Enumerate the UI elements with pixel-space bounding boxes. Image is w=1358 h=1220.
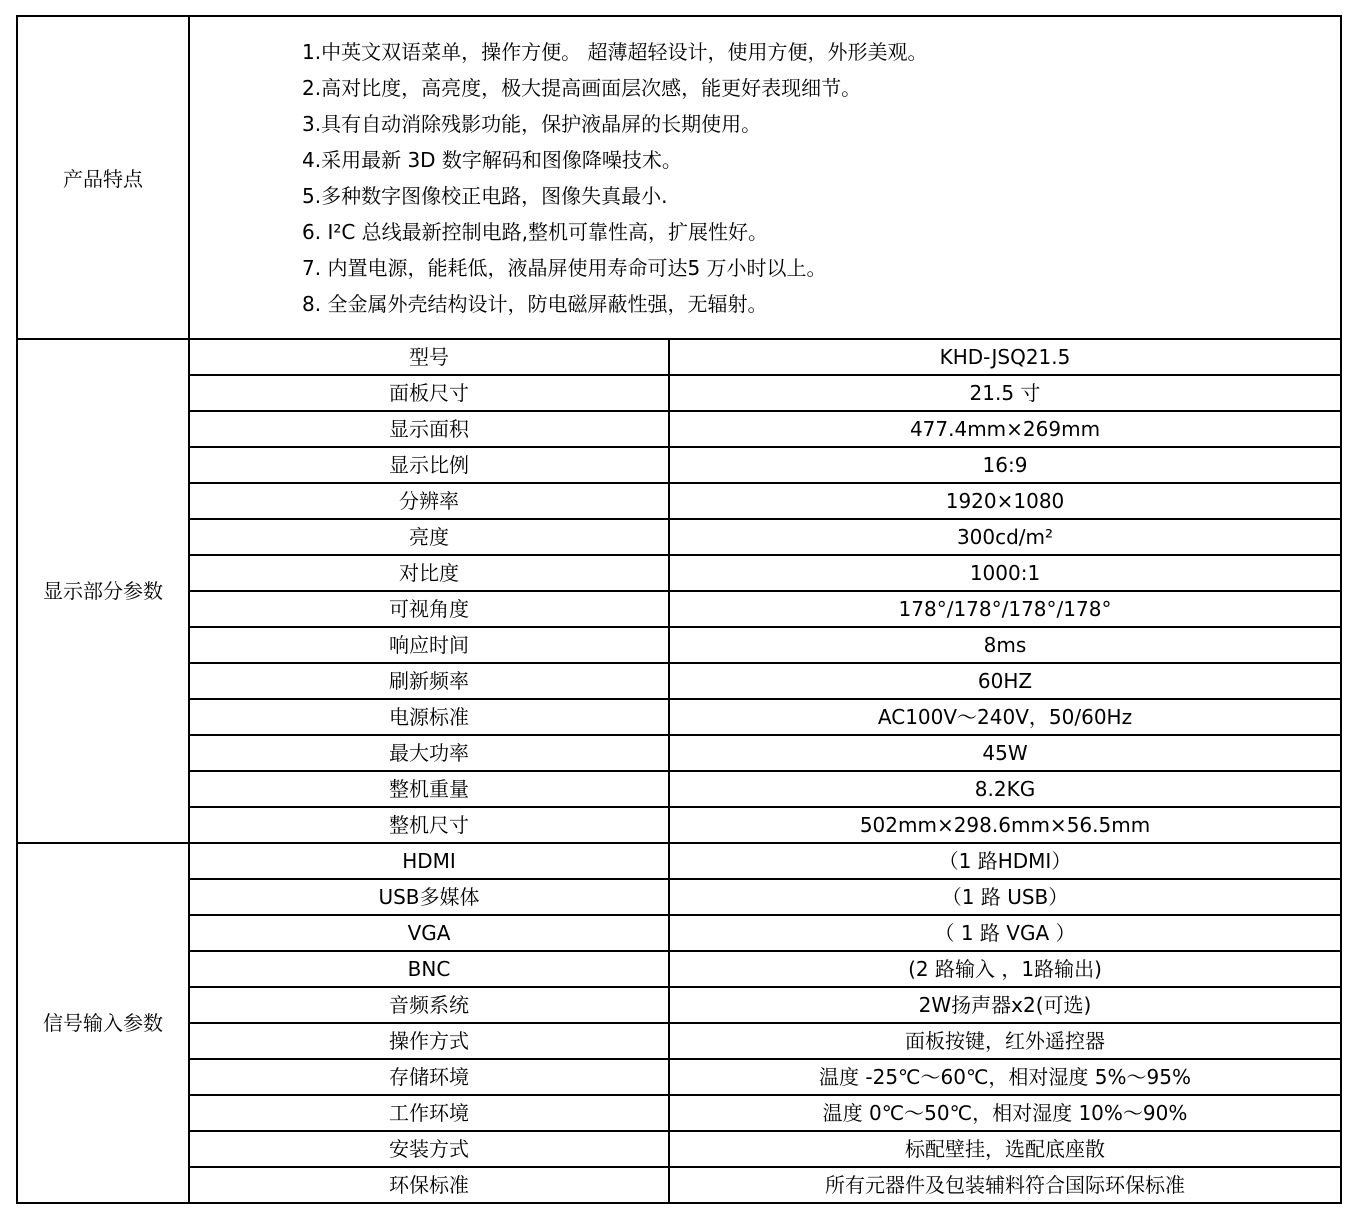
param-value: 45W — [669, 735, 1341, 771]
param-label: 最大功率 — [189, 735, 669, 771]
table-row — [17, 555, 1341, 591]
param-label: 面板尺寸 — [189, 375, 669, 411]
features-row — [17, 16, 1341, 339]
table-row — [17, 1059, 1341, 1095]
table-row — [17, 771, 1341, 807]
table-row — [17, 627, 1341, 663]
param-value: 温度 -25℃～60℃，相对湿度 5%～95% — [669, 1059, 1341, 1095]
param-label: 环保标准 — [189, 1167, 669, 1203]
table-row — [17, 735, 1341, 771]
table-row — [17, 1095, 1341, 1131]
table-row — [17, 699, 1341, 735]
param-label: 显示比例 — [189, 447, 669, 483]
param-value: 477.4mm×269mm — [669, 411, 1341, 447]
param-value: (2 路输入 ，1路输出) — [669, 951, 1341, 987]
table-row — [17, 915, 1341, 951]
table-row — [17, 375, 1341, 411]
param-value: AC100V～240V，50/60Hz — [669, 699, 1341, 735]
param-value: （1 路 USB） — [669, 879, 1341, 915]
table-row — [17, 879, 1341, 915]
param-label: HDMI — [189, 843, 669, 879]
param-value: （ 1 路 VGA ） — [669, 915, 1341, 951]
param-label: 分辨率 — [189, 483, 669, 519]
param-label: 存储环境 — [189, 1059, 669, 1095]
feature-line: 8. 全金属外壳结构设计，防电磁屏蔽性强，无辐射。 — [302, 291, 768, 316]
param-label: USB多媒体 — [189, 879, 669, 915]
table-row — [17, 951, 1341, 987]
table-row — [17, 591, 1341, 627]
table-row — [17, 987, 1341, 1023]
param-label: 对比度 — [189, 555, 669, 591]
feature-line: 3.具有自动消除残影功能，保护液晶屏的长期使用。 — [302, 111, 762, 136]
param-value: 1000:1 — [669, 555, 1341, 591]
table-row — [17, 1167, 1341, 1203]
param-label: 刷新频率 — [189, 663, 669, 699]
feature-line: 2.高对比度，高亮度，极大提高画面层次感，能更好表现细节。 — [302, 75, 862, 100]
param-value: 300cd/m² — [669, 519, 1341, 555]
table-row — [17, 1131, 1341, 1167]
param-value: 标配壁挂，选配底座散 — [669, 1131, 1341, 1167]
param-label: 电源标准 — [189, 699, 669, 735]
feature-line: 5.多种数字图像校正电路，图像失真最小. — [302, 183, 668, 208]
param-value: KHD-JSQ21.5 — [669, 339, 1341, 375]
table-row — [17, 807, 1341, 843]
param-value: 面板按键，红外遥控器 — [669, 1023, 1341, 1059]
table-row — [17, 519, 1341, 555]
param-label: 安装方式 — [189, 1131, 669, 1167]
param-label: 工作环境 — [189, 1095, 669, 1131]
param-value: 16:9 — [669, 447, 1341, 483]
param-label: 显示面积 — [189, 411, 669, 447]
features-list — [189, 16, 1341, 339]
signal-section-title: 信号输入参数 — [17, 843, 189, 1203]
param-value: 1920×1080 — [669, 483, 1341, 519]
param-label: 操作方式 — [189, 1023, 669, 1059]
param-label: BNC — [189, 951, 669, 987]
display-section-title: 显示部分参数 — [17, 339, 189, 843]
param-value: 60HZ — [669, 663, 1341, 699]
param-value: 21.5 寸 — [669, 375, 1341, 411]
features-title: 产品特点 — [17, 16, 189, 339]
spec-table — [16, 15, 1342, 1204]
param-value: 温度 0℃～50℃，相对湿度 10%～90% — [669, 1095, 1341, 1131]
table-row — [17, 447, 1341, 483]
table-row — [17, 483, 1341, 519]
param-value: 178°/178°/178°/178° — [669, 591, 1341, 627]
param-label: 响应时间 — [189, 627, 669, 663]
param-value: 502mm×298.6mm×56.5mm — [669, 807, 1341, 843]
param-label: 整机重量 — [189, 771, 669, 807]
feature-line: 1.中英文双语菜单，操作方便。 超薄超轻设计，使用方便，外形美观。 — [302, 39, 928, 64]
feature-line: 7. 内置电源，能耗低，液晶屏使用寿命可达5 万小时以上。 — [302, 255, 827, 280]
feature-line: 6. I²C 总线最新控制电路,整机可靠性高，扩展性好。 — [302, 219, 769, 244]
param-label: VGA — [189, 915, 669, 951]
param-label: 音频系统 — [189, 987, 669, 1023]
table-row — [17, 339, 1341, 375]
feature-line: 4.采用最新 3D 数字解码和图像降噪技术。 — [302, 147, 682, 172]
param-value: 8.2KG — [669, 771, 1341, 807]
param-label: 型号 — [189, 339, 669, 375]
param-value: （1 路HDMI） — [669, 843, 1341, 879]
param-label: 可视角度 — [189, 591, 669, 627]
param-value: 2W扬声器x2(可选) — [669, 987, 1341, 1023]
table-row — [17, 843, 1341, 879]
param-value: 8ms — [669, 627, 1341, 663]
table-row — [17, 663, 1341, 699]
param-value: 所有元器件及包装辅料符合国际环保标准 — [669, 1167, 1341, 1203]
param-label: 亮度 — [189, 519, 669, 555]
param-label: 整机尺寸 — [189, 807, 669, 843]
table-row — [17, 1023, 1341, 1059]
table-row — [17, 411, 1341, 447]
